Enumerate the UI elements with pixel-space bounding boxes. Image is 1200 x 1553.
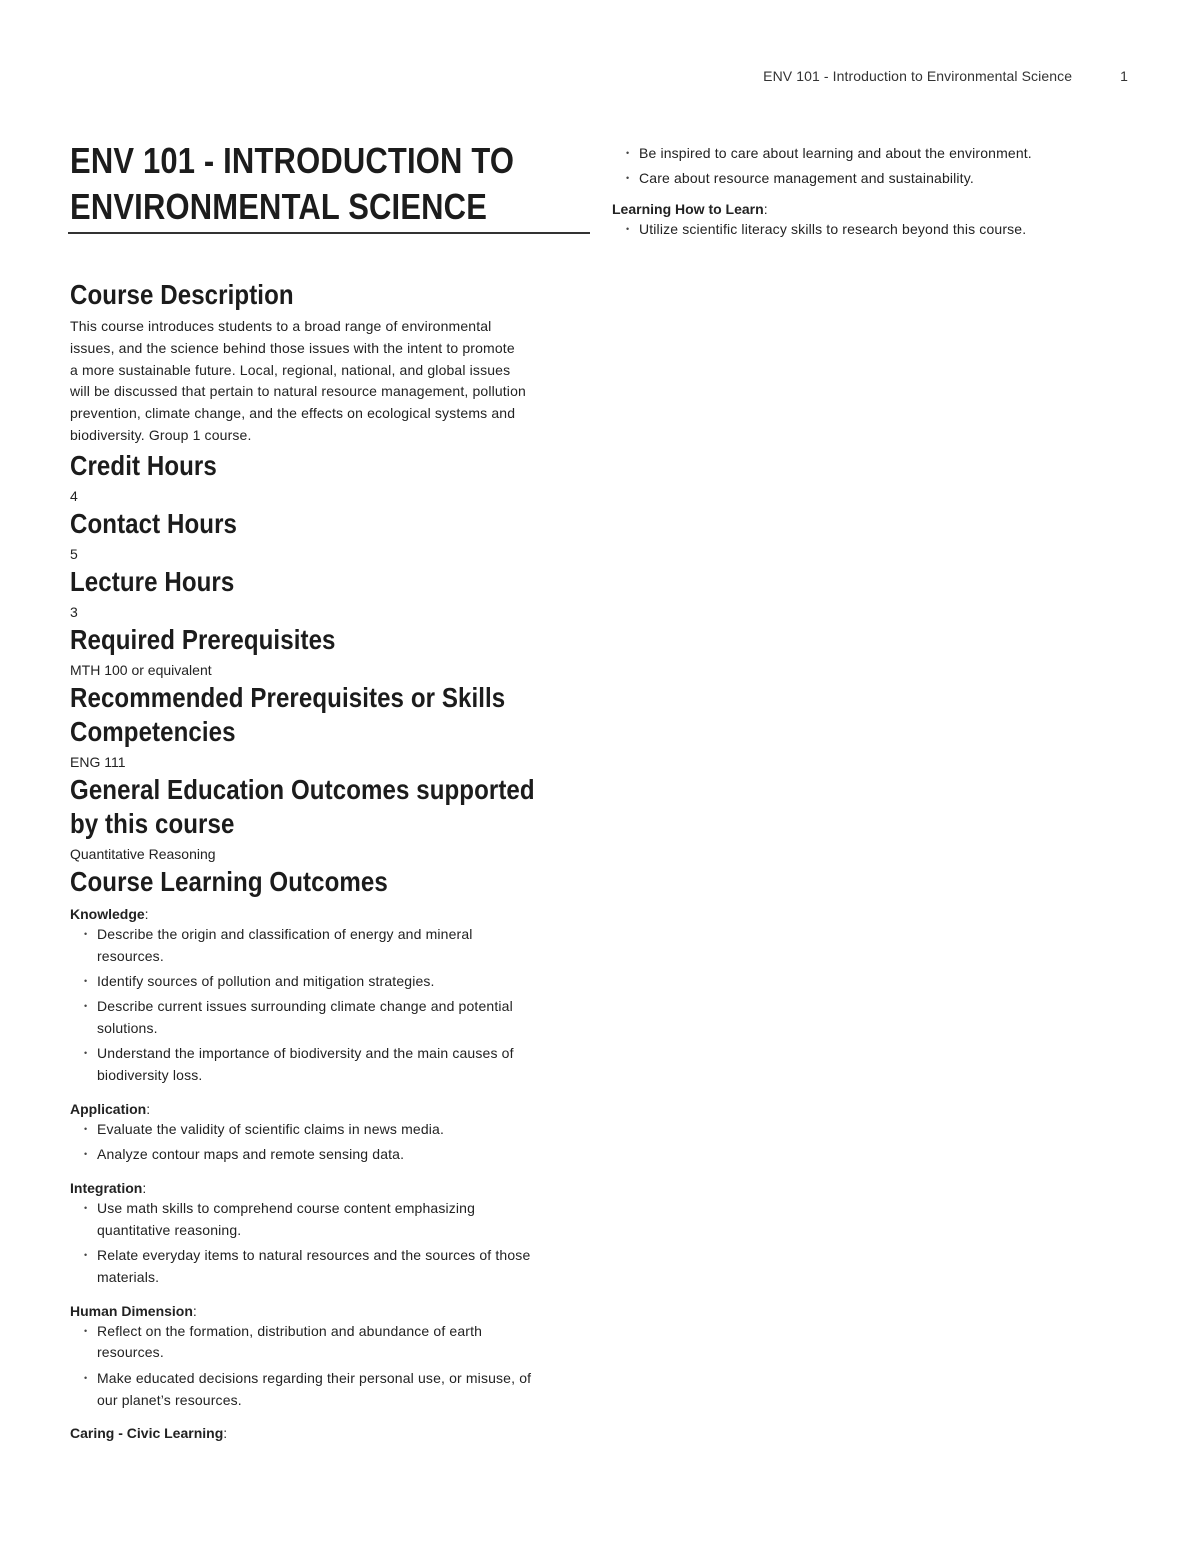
knowledge-label: Knowledge: [70, 905, 149, 922]
item-text: our planet’s resources. [97, 1391, 242, 1408]
list-item [84, 1245, 590, 1289]
item-text: Identify sources of pollution and mitigation strategies. [97, 972, 435, 989]
page-number: 1 [1120, 68, 1128, 84]
course-learning-outcomes-heading: Course Learning Outcomes [70, 865, 388, 897]
list-item [84, 1198, 590, 1242]
desc-line: issues, and the science behind those issues with the intent to promote [70, 339, 515, 356]
left-column [70, 138, 590, 1443]
learning-how-list [612, 219, 1132, 241]
heading-line: Competencies [70, 715, 236, 747]
gen-ed-outcomes-value: Quantitative Reasoning [70, 845, 216, 862]
item-text: resources. [97, 1344, 164, 1361]
lecture-hours-heading: Lecture Hours [70, 565, 235, 597]
item-text: Understand the importance of biodiversity and the main causes of [97, 1045, 514, 1062]
course-description-text [70, 316, 590, 447]
desc-line: will be discussed that pertain to natural resource management, pollution [70, 383, 526, 400]
subhead-text: Learning How to Learn [612, 201, 764, 218]
item-text: Describe the origin and classification of energy and mineral [97, 925, 473, 942]
item-text: Make educated decisions regarding their personal use, or misuse, of [97, 1369, 532, 1386]
subhead-text: Caring - Civic Learning [70, 1425, 224, 1442]
desc-line: prevention, climate change, and the effects on ecological systems and [70, 405, 516, 422]
heading-line: Recommended Prerequisites or Skills [70, 681, 506, 713]
item-text: Use math skills to comprehend course content emphasizing [97, 1199, 476, 1216]
item-text: biodiversity loss. [97, 1067, 203, 1084]
item-text: solutions. [97, 1019, 158, 1036]
application-label: Application: [70, 1100, 151, 1117]
item-text: Be inspired to care about learning and about the environment. [639, 145, 1032, 161]
course-description-heading: Course Description [70, 279, 294, 310]
item-text: Relate everyday items to natural resources and the sources of those [97, 1247, 531, 1264]
desc-line: biodiversity. Group 1 course. [70, 426, 252, 443]
item-text: Care about resource management and sustainability. [639, 170, 974, 187]
list-item [84, 1321, 590, 1365]
item-text: Reflect on the formation, distribution and abundance of earth [97, 1322, 483, 1339]
item-text: quantitative reasoning. [97, 1221, 242, 1238]
title-line-1: ENV 101 - INTRODUCTION TO [70, 140, 515, 181]
knowledge-list [70, 924, 590, 1087]
gen-ed-outcomes-heading [70, 773, 595, 841]
subhead-text: Integration [70, 1179, 143, 1196]
right-column [612, 143, 1132, 244]
page-title [70, 138, 586, 230]
application-list [70, 1119, 590, 1166]
lecture-hours-value: 3 [70, 603, 78, 620]
credit-hours-heading: Credit Hours [70, 449, 217, 481]
recommended-prerequisites-value: ENG 111 [70, 753, 126, 770]
required-prerequisites-value: MTH 100 or equivalent [70, 661, 212, 678]
list-item [84, 1368, 590, 1412]
desc-line: This course introduces students to a broad range of environmental [70, 318, 492, 334]
human-dimension-label: Human Dimension: [70, 1302, 197, 1319]
list-item [84, 1144, 590, 1166]
heading-line: General Education Outcomes supported [70, 773, 535, 805]
integration-label: Integration: [70, 1179, 147, 1196]
title-line-2: ENVIRONMENTAL SCIENCE [70, 186, 488, 227]
item-text: Utilize scientific literacy skills to research beyond this course. [639, 221, 1027, 238]
subhead-text: Human Dimension [70, 1302, 193, 1319]
list-item [626, 168, 1132, 190]
list-item [84, 1043, 590, 1087]
desc-line: a more sustainable future. Local, regional, national, and global issues [70, 361, 511, 378]
caring-list [612, 143, 1132, 190]
list-item [84, 1119, 590, 1141]
subhead-text: Application [70, 1100, 147, 1117]
heading-line: by this course [70, 807, 235, 839]
subhead-text: Knowledge [70, 905, 145, 922]
running-title: ENV 101 - Introduction to Environmental Science [763, 68, 1073, 84]
human-dimension-list [70, 1321, 590, 1412]
list-item [626, 219, 1132, 241]
item-text: Analyze contour maps and remote sensing data. [97, 1146, 405, 1163]
item-text: resources. [97, 947, 164, 964]
list-item [84, 924, 590, 968]
list-item [84, 996, 590, 1040]
list-item [84, 971, 590, 993]
caring-civic-learning-label: Caring - Civic Learning: [70, 1425, 228, 1442]
contact-hours-value: 5 [70, 545, 78, 562]
item-text: Describe current issues surrounding climate change and potential [97, 998, 513, 1015]
credit-hours-value: 4 [70, 487, 78, 504]
running-header [763, 68, 1128, 84]
required-prerequisites-heading: Required Prerequisites [70, 623, 336, 655]
item-text: Evaluate the validity of scientific claims in news media. [97, 1120, 445, 1137]
item-text: materials. [97, 1268, 160, 1285]
integration-list [70, 1198, 590, 1289]
list-item [626, 143, 1132, 165]
recommended-prerequisites-heading [70, 681, 595, 749]
learning-how-to-learn-label: Learning How to Learn: [612, 201, 768, 218]
contact-hours-heading: Contact Hours [70, 507, 238, 539]
